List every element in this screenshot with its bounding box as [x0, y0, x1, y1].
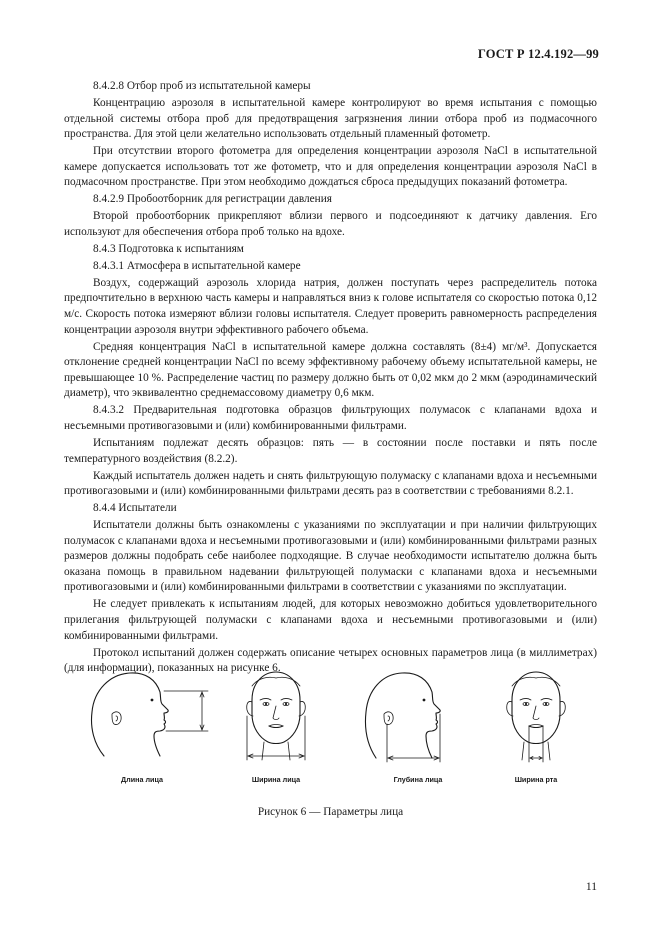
head-profile-face-length-icon: [82, 664, 217, 774]
section-heading: 8.4.2.8 Отбор проб из испытательной камеры: [93, 80, 311, 92]
figure-face-width: [222, 664, 357, 784]
figure-label-face-width: Ширина лица: [251, 775, 301, 784]
figure-face-length: [82, 664, 217, 784]
paragraph: При отсутствии второго фотометра для определения концентрации аэрозоля NaCl в испытательной камере допускается использовать тот же фотометр, что и для определения концентрации аэрозоля NaCl в подмасочном пространстве. При этом необходимо дождаться сброса предыдущих показаний фотометра.: [64, 145, 597, 189]
section-heading: 8.4.3 Подготовка к испытаниям: [93, 242, 244, 255]
section-heading: 8.4.2.9 Пробоотборник для регистрации давления: [93, 193, 332, 206]
figure-mouth-width: [482, 664, 617, 784]
face-parameters-figure: [64, 664, 604, 784]
head-front-face-width-icon: [222, 664, 357, 774]
section-heading: 8.4.3.1 Атмосфера в испытательной камере: [93, 259, 301, 272]
document-header: ГОСТ Р 12.4.192—99: [477, 47, 599, 61]
page-number: 11: [585, 881, 597, 893]
paragraph: Концентрацию аэрозоля в испытательной камере контролируют во время испытания с помощью отдельной системы отбора проб для предотвращения загрязнения линии отбора проб из подмасочного пространства. Для этой цели желательно использовать отдельный пламенный фотометр.: [64, 96, 597, 141]
paragraph: Второй пробоотборник прикрепляют вблизи первого и подсоединяют к датчику давления. Его используют для обеспечения отбора проб только на вдохе.: [64, 210, 597, 238]
figure-label-face-length: Длина лица: [121, 775, 163, 784]
paragraph: Испытатели должны быть ознакомлены с указаниями по эксплуатации и при наличии фильтрующих полумасок с клапанами вдоха и несъемными противогазовыми и (или) комбинированными фильтрами разных размеров должны подобрать себе наиболее подходящие. В случае необходимости испытателю должна быть оказана помощь в правильном надевании фильтрующей полумаски с клапанами вдоха и несъемными противогазовыми и (или) комбинированными фильтрами в соответствии с указаниями по эксплуатации.: [64, 519, 597, 594]
section-heading: 8.4.4 Испытатели: [93, 502, 177, 515]
paragraph: 8.4.3.2 Предварительная подготовка образцов фильтрующих полумасок с клапанами вдоха и несъемными противогазовыми и (или) комбинированными фильтрами.: [64, 404, 597, 432]
figure-caption: Рисунок 6 — Параметры лица: [257, 806, 404, 818]
paragraph: Протокол испытаний должен содержать описание четырех основных параметров лица (в миллиметрах) (для информации), показанных на рисунке 6.: [64, 646, 597, 675]
figure-label-mouth-width: Ширина рта: [514, 775, 558, 784]
paragraph: Испытаниям подлежат десять образцов: пять — в состоянии после поставки и пять после температурного воздействия (8.2.2).: [64, 436, 597, 465]
paragraph: Не следует привлекать к испытаниям людей, для которых невозможно добиться удовлетворительного прилегания фильтрующей полумаски с клапанами вдоха и несъемными противогазовыми и (или) комбинированными фильтрами.: [64, 598, 597, 642]
figure-face-depth: [354, 664, 489, 784]
document-body: [64, 79, 597, 678]
head-profile-face-depth-icon: [354, 664, 489, 774]
head-front-mouth-width-icon: [482, 664, 617, 774]
paragraph: Воздух, содержащий аэрозоль хлорида натрия, должен поступать через распределитель потока предпочтительно в верхнюю часть камеры и направляться вниз к голове испытателя со скоростью потока 0,12 м/с. Скорость потока измеряют вблизи головы испытателя. Следует проверить равномерность распределения концентрации аэрозоля внутри эффективного рабочего объема.: [64, 276, 597, 336]
paragraph: Средняя концентрация NaCl в испытательной камере должна составлять (8±4) мг/м³. Допускается отклонение средней концентрации NaCl по всему эффективному рабочему объему испытательной камеры, не превышающее 10 %. Распределение частиц по размеру должно быть от 0,02 мкм до 2 мкм (аэродинамический диаметр), что эквивалентно среднемассовому диаметру 0,6 мкм.: [64, 340, 597, 400]
paragraph: Каждый испытатель должен надеть и снять фильтрующую полумаску с клапанами вдоха и несъемными противогазовыми и (или) комбинированными фильтрами десять раз в соответствии с требованиями 8.2.1.: [64, 469, 597, 498]
figure-label-face-depth: Глубина лица: [393, 775, 443, 784]
